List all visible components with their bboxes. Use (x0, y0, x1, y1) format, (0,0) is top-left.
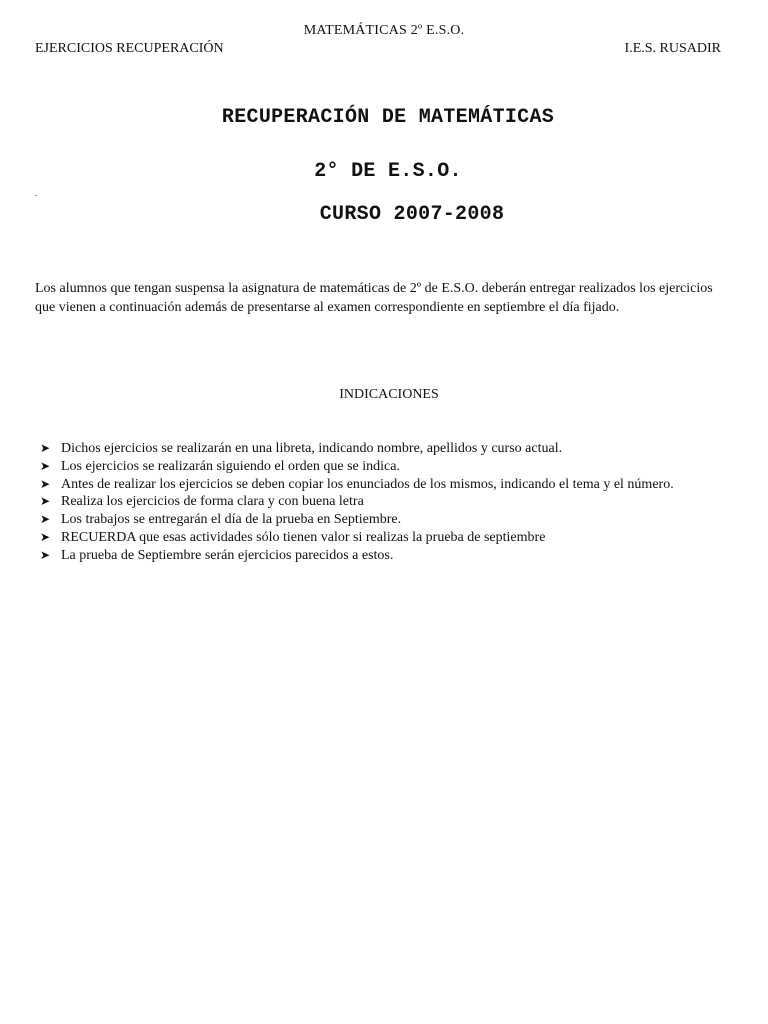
list-item-text: Antes de realizar los ejercicios se deben copiar los enunciados de los mismos, indicando el tema y el número. (61, 476, 674, 492)
list-item (40, 458, 760, 476)
intro-paragraph: Los alumnos que tengan suspensa la asignatura de matemáticas de 2º de E.S.O. deberán entregar realizados los ejercicios que vienen a continuación además de presentarse al examen correspondiente en septiembre el día fijado. (35, 281, 713, 315)
arrowhead-bullet-icon: ➤ (40, 441, 51, 455)
arrowhead-bullet-icon: ➤ (40, 529, 51, 544)
list-item-text: La prueba de Septiembre serán ejercicios parecidos a estos. (61, 547, 394, 563)
list-item-text: Dichos ejercicios se realizarán en una libreta, indicando nombre, apellidos y curso actual. (61, 441, 563, 456)
title-line-1: RECUPERACIÓN DE MATEMÁTICAS (221, 106, 555, 129)
list-item (40, 547, 760, 565)
list-item (40, 511, 760, 529)
list-item-text: Los ejercicios se realizarán siguiendo el orden que se indica. (61, 458, 400, 474)
header-subject: MATEMÁTICAS 2º E.S.O. (303, 23, 465, 38)
arrowhead-bullet-icon: ➤ (40, 512, 51, 527)
indications-list (40, 440, 760, 565)
list-item (40, 440, 760, 458)
header-document-type: EJERCICIOS RECUPERACIÓN (35, 41, 224, 56)
list-item (40, 529, 760, 547)
section-title: INDICACIONES (339, 387, 439, 402)
title-line-2: 2° DE E.S.O. (314, 160, 462, 183)
stray-mark: . (35, 188, 38, 198)
arrowhead-bullet-icon: ➤ (40, 458, 51, 473)
list-item (40, 493, 760, 511)
arrowhead-bullet-icon: ➤ (40, 476, 51, 491)
list-item (40, 476, 760, 494)
list-item-text: RECUERDA que esas actividades sólo tienen valor si realizas la prueba de septiembre (61, 529, 546, 545)
list-item-text: Los trabajos se entregarán el día de la prueba en Septiembre. (61, 512, 402, 528)
list-item-text: Realiza los ejercicios de forma clara y con buena letra (61, 494, 364, 510)
arrowhead-bullet-icon: ➤ (40, 547, 51, 562)
arrowhead-bullet-icon: ➤ (40, 494, 51, 509)
title-line-3: CURSO 2007-2008 (319, 203, 505, 226)
header-school: I.E.S. RUSADIR (624, 41, 721, 56)
